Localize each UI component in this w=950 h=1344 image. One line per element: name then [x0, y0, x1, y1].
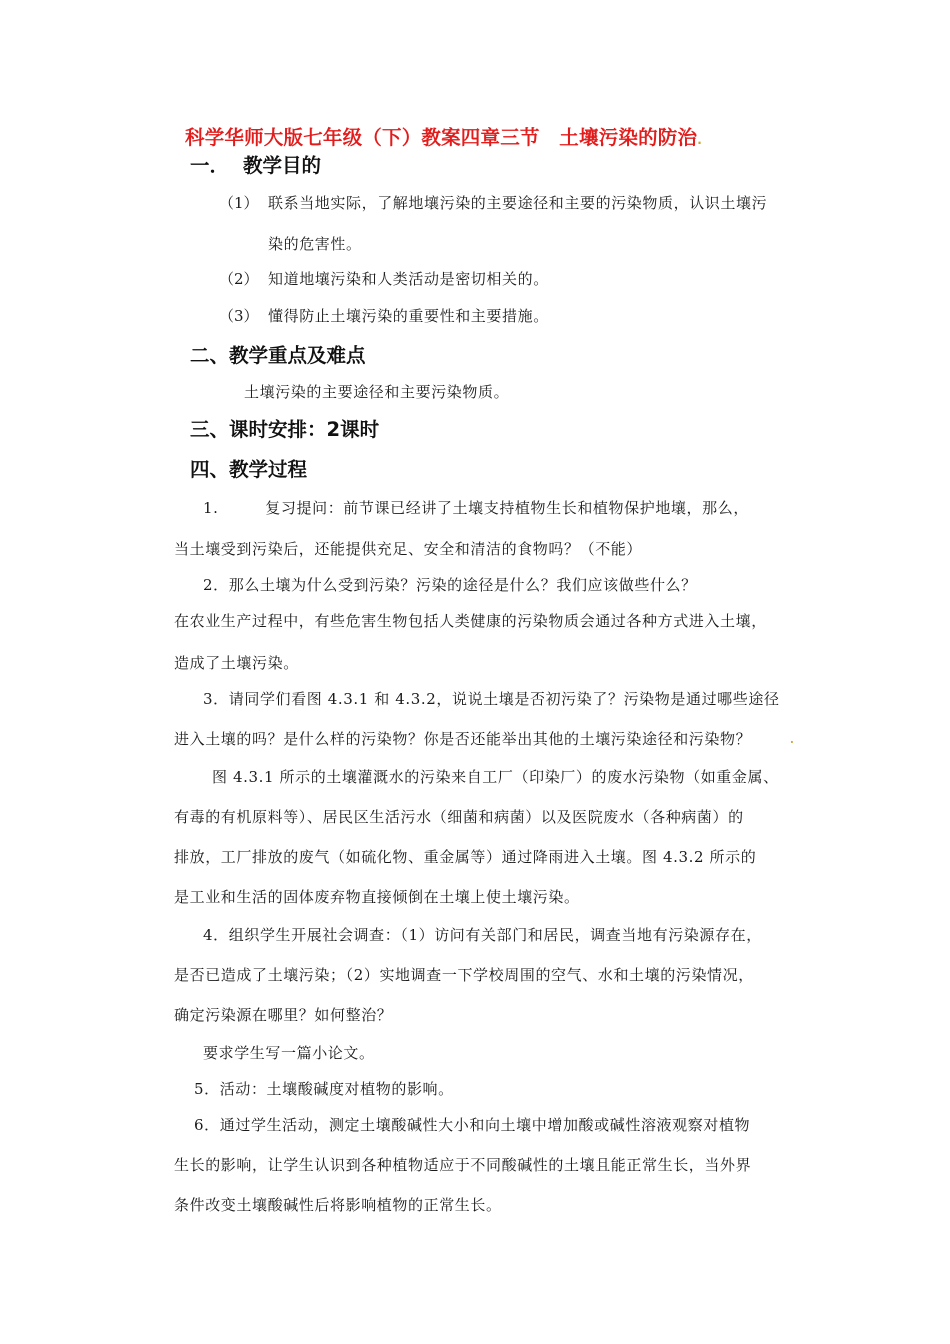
process-line: 在农业生产过程中，有些危害生物包括人类健康的污染物质会通过各种方式进入土壤，	[174, 612, 767, 630]
process-line: 当土壤受到污染后，还能提供充足、安全和清洁的食物吗？（不能）	[174, 540, 643, 558]
process-line: 条件改变土壤酸碱性后将影响植物的正常生长。	[174, 1196, 502, 1214]
process-line: 确定污染源在哪里？如何整治？	[174, 1006, 393, 1024]
section2-heading: 二、教学重点及难点	[190, 344, 366, 367]
process-line: 排放，工厂排放的废气（如硫化物、重金属等）通过降雨进入土壤。图 4.3.2 所示的	[174, 848, 757, 866]
objective-1-line2: 染的危害性。	[268, 235, 362, 253]
section3-heading: 三、课时安排：2课时	[190, 418, 380, 441]
section1-heading: 教学目的	[243, 154, 322, 177]
process-line: 1. 复习提问：前节课已经讲了土壤支持植物生长和植物保护地壤，那么，	[203, 499, 749, 517]
process-line: 是否已造成了土壤污染；（2）实地调查一下学校周围的空气、水和土壤的污染情况，	[174, 966, 754, 984]
process-line: 6．通过学生活动，测定土壤酸碱性大小和向土壤中增加酸或碱性溶液观察对植物	[194, 1116, 751, 1134]
process-line: 进入土壤的吗？是什么样的污染物？你是否还能举出其他的土壤污染途径和污染物？	[174, 730, 752, 748]
process-line: 4．组织学生开展社会调查：（1）访问有关部门和居民，调查当地有污染源存在，	[203, 926, 762, 944]
section1-heading-num: 一．	[190, 154, 230, 177]
stray-mark: .	[790, 733, 794, 746]
objective-3-line1: 懂得防止土壤污染的重要性和主要措施。	[268, 307, 549, 325]
objective-2-line1: 知道地壤污染和人类活动是密切相关的。	[268, 270, 549, 288]
objective-2-num: （2）	[219, 270, 259, 288]
title-text: 科学华师大版七年级（下）教案四章三节 土壤污染的防治	[185, 126, 698, 149]
process-line: 有毒的有机原料等）、居民区生活污水（细菌和病菌）以及医院废水（各种病菌）的	[174, 808, 744, 826]
process-line: 图 4.3.1 所示的土壤灌溉水的污染来自工厂（印染厂）的废水污染物（如重金属、	[212, 768, 779, 786]
process-line: 5．活动：土壤酸碱度对植物的影响。	[194, 1080, 454, 1098]
process-line: 2．那么土壤为什么受到污染？污染的途径是什么？我们应该做些什么？	[203, 576, 697, 594]
objective-1-line1: 联系当地实际，了解地壤污染的主要途径和主要的污染物质，认识土壤污	[268, 194, 768, 212]
section4-heading: 四、教学过程	[190, 458, 308, 481]
process-line: 生长的影响，让学生认识到各种植物适应于不同酸碱性的土壤且能正常生长，当外界	[174, 1156, 752, 1174]
process-line: 造成了土壤污染。	[174, 654, 299, 672]
title-mark: .	[697, 133, 702, 147]
process-line: 是工业和生活的固体废弃物直接倾倒在土壤上使土壤污染。	[174, 888, 580, 906]
process-line: 要求学生写一篇小论文。	[203, 1044, 375, 1062]
objective-1-num: （1）	[219, 194, 259, 212]
objective-3-num: （3）	[219, 307, 259, 325]
section2-text: 土壤污染的主要途径和主要污染物质。	[244, 383, 510, 401]
document-title	[185, 122, 702, 150]
process-line: 3．请同学们看图 4.3.1 和 4.3.2，说说土壤是否初污染了？污染物是通过哪些途径	[203, 690, 780, 708]
